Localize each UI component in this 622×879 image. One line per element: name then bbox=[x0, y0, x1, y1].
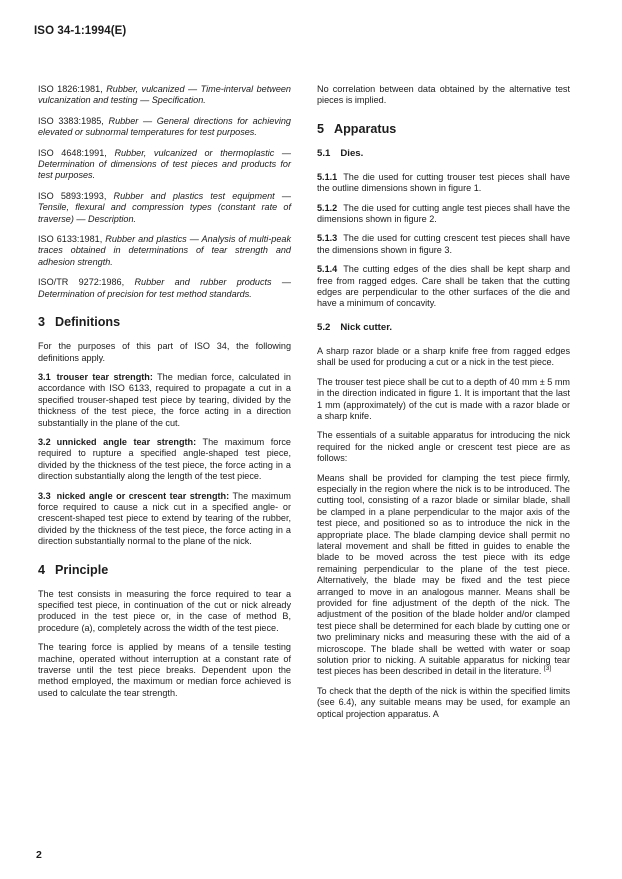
reference-item: ISO 6133:1981, Rubber and plastics — Analysis of multi-peak traces obtained in determinations of tear strength and adhesion strength. bbox=[38, 234, 291, 267]
section-heading-principle: 4 Principle bbox=[38, 562, 109, 577]
subsection-heading-nick-cutter: 5.2 Nick cutter. bbox=[317, 321, 393, 333]
body-paragraph: A sharp razor blade or a sharp knife free from ragged edges shall be used for producing a cut or a nick in the test piece. bbox=[317, 345, 570, 368]
reference-item: ISO 1826:1981, Rubber, vulcanized — Time-interval between vulcanization and testing — Specification. bbox=[38, 84, 291, 106]
clause-item: 5.1.1 The die used for cutting trouser test pieces shall have the outline dimensions shown in figure 1. bbox=[317, 171, 570, 194]
right-column bbox=[317, 84, 570, 728]
left-column bbox=[38, 84, 291, 707]
section-heading-apparatus: 5 Apparatus bbox=[317, 121, 397, 136]
clause-item: 5.1.4 The cutting edges of the dies shall be kept sharp and free from ragged edges. Care shall be taken that the cutting edges are perpendicular to the other surfaces of the die and have a minimum of concavity. bbox=[317, 264, 570, 309]
reference-item: ISO 4648:1991, Rubber, vulcanized or thermoplastic — Determination of dimensions of test pieces and products for test purposes. bbox=[38, 147, 291, 181]
reference-item: ISO 5893:1993, Rubber and plastics test equipment — Tensile, flexural and compression types (constant rate of traverse) — Description. bbox=[38, 190, 291, 224]
principle-paragraph: The tearing force is applied by means of a tensile testing machine, operated without interruption at a constant rate of traverse until the test piece breaks. Dependent upon the method employed, the maximum or median force achieved is used to calculate the tear strength. bbox=[38, 642, 291, 698]
definition-item: 3.3 nicked angle or crescent tear strength: The maximum force required to cause a nick cut in a specified angle- or crescent-shaped test piece to extend by tearing of the rubber, divided by the thickness of the test piece, the force acting in a direction substantially normal to the plane of the nick. bbox=[38, 490, 291, 547]
subsection-heading-dies: 5.1 Dies. bbox=[317, 147, 364, 159]
section-heading-definitions: 3 Definitions bbox=[38, 315, 121, 330]
clause-item: 5.1.2 The die used for cutting angle test pieces shall have the dimensions shown in figure 2. bbox=[317, 202, 570, 225]
definition-item: 3.1 trouser tear strength: The median force, calculated in accordance with ISO 6133, required to propagate a cut in a specified trouser-shaped test piece by tearing, divided by the thickness of the test piece, the force acting in a direction substantially in the plane of the cut. bbox=[38, 371, 291, 428]
reference-item: ISO 3383:1985, Rubber — General directions for achieving elevated or subnormal temperatures for test purposes. bbox=[38, 115, 291, 138]
definition-item: 3.2 unnicked angle tear strength: The maximum force required to rupture a specified angle-shaped test piece, divided by the thickness of the test piece, the force acting in a direction substantially along the length of the test piece. bbox=[38, 436, 291, 482]
body-paragraph: To check that the depth of the nick is within the specified limits (see 6.4), any suitable means may be used, for example an optical projection apparatus. A bbox=[317, 685, 570, 719]
document-id: ISO 34-1:1994(E) bbox=[34, 25, 127, 37]
correlation-note: No correlation between data obtained by the alternative test pieces is implied. bbox=[317, 84, 570, 106]
principle-paragraph: The test consists in measuring the force required to tear a specified test piece, in continuation of the cut or nick already produced in the test piece or, in the case of method B, procedure (a), completely across the width of the test piece. bbox=[38, 588, 291, 633]
literature-reference: [3] bbox=[543, 665, 552, 673]
clause-item: 5.1.3 The die used for cutting crescent test pieces shall have the dimensions shown in figure 3. bbox=[317, 233, 570, 255]
definitions-intro: For the purposes of this part of ISO 34, the following definitions apply. bbox=[38, 341, 291, 363]
body-paragraph: Means shall be provided for clamping the test piece firmly, especially in the region where the nick is to be introduced. The cutting tool, consisting of a razor blade or similar blade, shall be clamped in a plane perpendicular to the major axis of the test piece, and positioned so as to introduce the nick in the appropriate place. The blade clamping device shall permit no lateral movement and shall be fitted in guides to enable the blade to be moved across the test piece with its edge remaining perpendicular to the plane of the test piece. Alternatively, the blade may be fixed and the test piece arranged to move in an analogous manner. Means shall be provided for fine adjustment of the depth of the nick. The adjustment of the position of the blade holder and/or clamped test piece shall be determined for each blade by cutting one or two preliminary nicks and measuring these with the aid of a microscope. The blade shall be wetted with water or soap solution prior to nicking. A suitable apparatus for nicking tear test pieces has been described in detail in the literature. [3] bbox=[317, 472, 570, 677]
page-number: 2 bbox=[36, 849, 42, 861]
reference-item: ISO/TR 9272:1986, Rubber and rubber products — Determination of precision for test method standards. bbox=[38, 277, 292, 299]
body-paragraph: The essentials of a suitable apparatus for introducing the nick required for the nicked angle or crescent test piece are as follows: bbox=[317, 430, 570, 464]
body-paragraph: The trouser test piece shall be cut to a depth of 40 mm ± 5 mm in the direction indicated in figure 1. It is important that the last 1 mm (approximately) of the cut is made with a razor blade or a sharp knife. bbox=[317, 376, 570, 421]
